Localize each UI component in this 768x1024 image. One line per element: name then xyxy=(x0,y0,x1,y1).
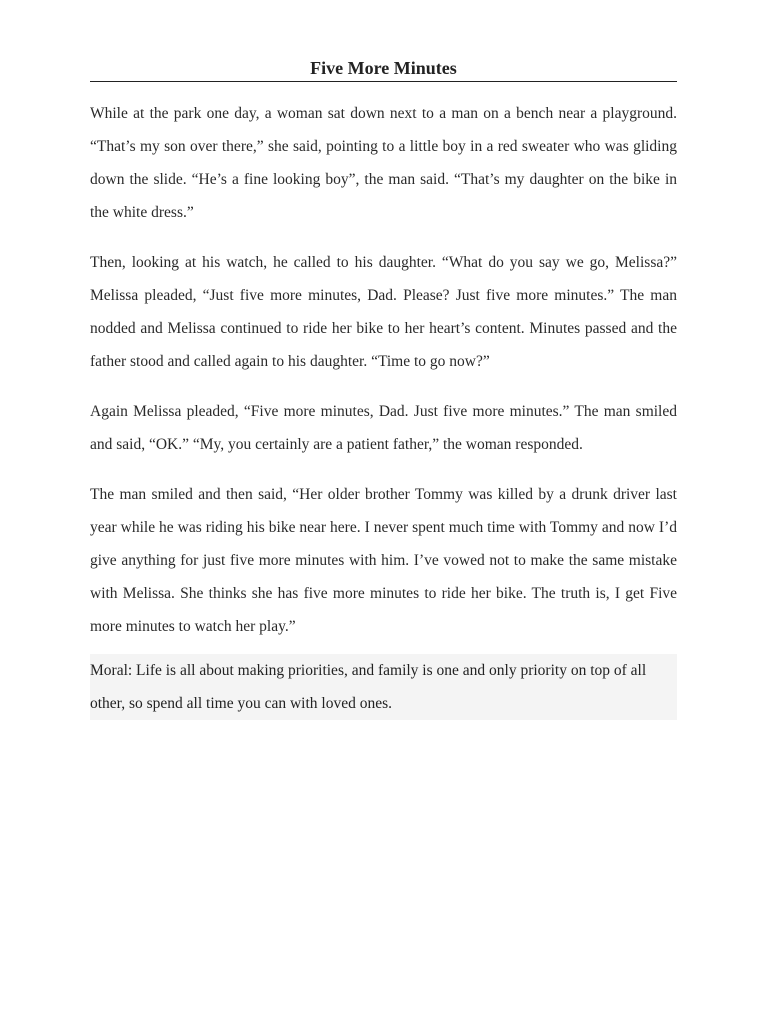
story-paragraph-4: The man smiled and then said, “Her older brother Tommy was killed by a drunk driver last year while he was riding his bike near here. I never spent much time with Tommy and now I’d give anything for just five more minutes with him. I’ve vowed not to make the same mistake with Melissa. She thinks she has five more minutes to ride her bike. The truth is, I get Five more minutes to watch her play.” xyxy=(90,486,677,635)
document-page xyxy=(90,56,677,736)
document-title: Five More Minutes xyxy=(90,56,677,82)
story-paragraph-1: While at the park one day, a woman sat down next to a man on a bench near a playground. “That’s my son over there,” she said, pointing to a little boy in a red sweater who was gliding down the slide. “He’s a fine looking boy”, the man said. “That’s my daughter on the bike in the white dress.” xyxy=(90,105,677,221)
story-paragraph-3: Again Melissa pleaded, “Five more minutes, Dad. Just five more minutes.” The man smiled and said, “OK.” “My, you certainly are a patient father,” the woman responded. xyxy=(90,403,677,453)
moral-box: Moral: Life is all about making priorities, and family is one and only priority on top of all other, so spend all time you can with loved ones. xyxy=(90,654,677,720)
story-paragraph-2: Then, looking at his watch, he called to his daughter. “What do you say we go, Melissa?” Melissa pleaded, “Just five more minutes, Dad. Please? Just five more minutes.” The man nodded and Melissa continued to ride her bike to her heart’s content. Minutes passed and the father stood and called again to his daughter. “Time to go now?” xyxy=(90,254,677,370)
